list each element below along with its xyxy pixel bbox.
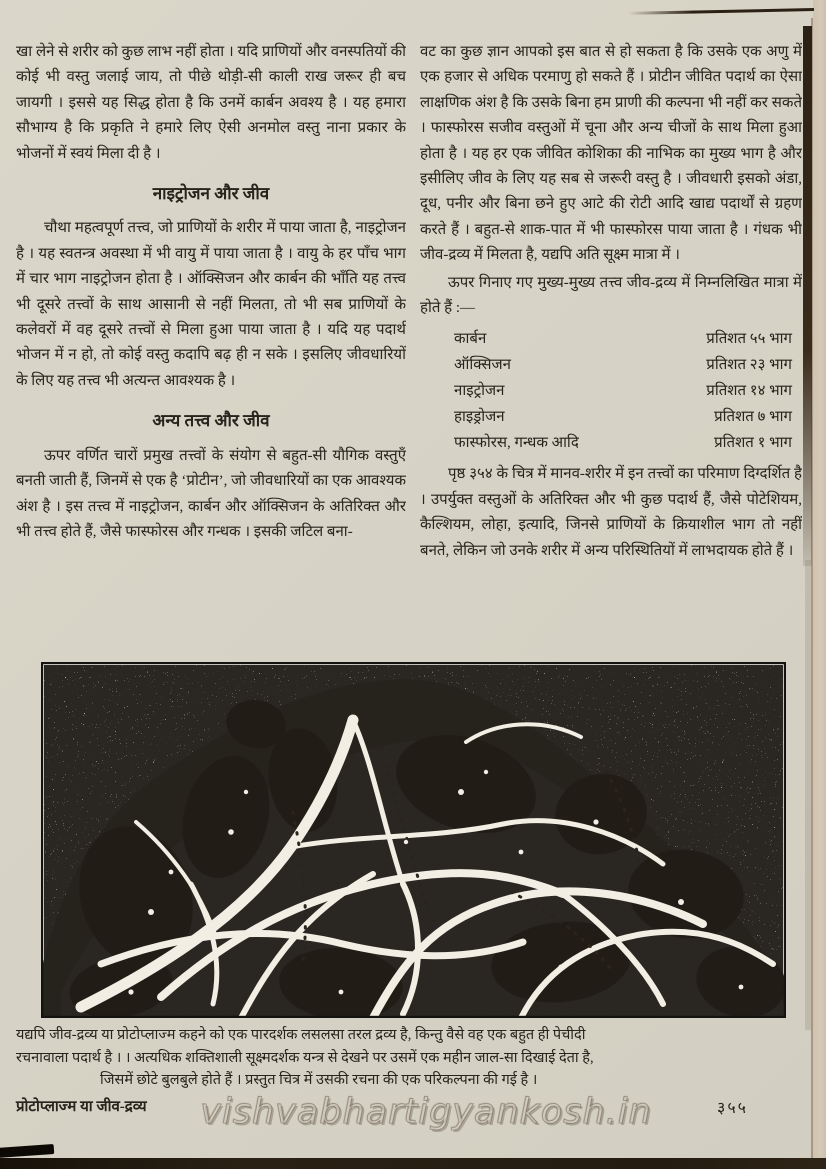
watermark-text: vishvabhartigyankosh.in <box>200 1092 652 1132</box>
element-amount: प्रतिशत १४ भाग <box>706 383 792 400</box>
left-column <box>16 40 406 668</box>
running-title: प्रोटोप्लाज्म या जीव-द्रव्य <box>16 1099 147 1115</box>
element-name: हाइड्रोजन <box>454 408 505 425</box>
table-row <box>420 327 802 353</box>
scan-edge-shadow <box>803 26 812 566</box>
scan-edge-strip <box>813 0 826 1169</box>
para-carbon-continuation: खा लेने से शरीर को कुछ लाभ नहीं होता । यदि प्राणियों और वनस्पतियों की कोई भी वस्तु जलाई जाय, तो पीछे थोड़ी-सी काली राख जरूर ही बच जायगी । इससे यह सिद्ध होता है कि उनमें कार्बन अवश्य है । यह हमारा सौभाग्य है कि प्रकृति ने हमारे लिए ऐसी अनमोल वस्तु नाना प्रकार के भोजनों में स्वयं मिला दी है । <box>16 44 406 162</box>
para-page-reference: पृष्ठ ३५४ के चित्र में मानव-शरीर में इन तत्त्वों का परिमाण दिग्दर्शित है । उपर्युक्त वस्तुओं के अतिरिक्त और भी कुछ पदार्थ हैं, जैसे पोटेशियम, कैल्शियम, लोहा, इत्यादि, जिनसे प्राणियों के क्रियाशील भाग तो नहीं बनते, लेकिन जो उनके शरीर में अन्य परिस्थितियों में लाभदायक होते हैं । <box>420 466 802 559</box>
caption-line: जिसमें छोटे बुलबुले होते हैं । प्रस्तुत चित्र में उसकी रचना की एक परिकल्पना की गई है । <box>100 1072 538 1088</box>
element-name: नाइट्रोजन <box>454 383 505 400</box>
figure-caption <box>16 1024 810 1092</box>
table-row <box>420 431 802 457</box>
para-nitrogen: चौथा महत्वपूर्ण तत्त्व, जो प्राणियों के शरीर में पाया जाता है, नाइट्रोजन है । यह स्वतन्त्र अवस्था में भी वायु में पाया जाता है । वायु के हर पाँच भाग में चार भाग नाइट्रोजन होता है । ऑक्सिजन और कार्बन की भाँति यह तत्त्व भी दूसरे तत्त्वों के साथ आसानी से नहीं मिलता, तो भी सब प्राणियों के कलेवरों में वह दूसरे तत्त्वों से मिला हुआ पाया जाता है । यदि यह पदार्थ भोजन में न हो, तो कोई वस्तु कदापि बढ़ ही न सके । इसलिए जीवधारियों के लिए यह तत्त्व भी अत्यन्त आवश्यक है । <box>16 220 406 389</box>
para-other-elements: ऊपर वर्णित चारों प्रमुख तत्त्वों के संयोग से बहुत-सी यौगिक वस्तुएँ बनती जाती हैं, जिनमें से एक है ‘प्रोटीन’, जो जीवधारियों का एक आवश्यक अंश है । इस तत्त्व में नाइट्रोजन, कार्बन और ऑक्सिजन के अतिरिक्त और भी तत्त्व होते हैं, जैसे फास्फोरस और गन्धक । इसकी जटिल बना- <box>16 447 406 540</box>
para-table-intro: ऊपर गिनाए गए मुख्य-मुख्य तत्त्व जीव-द्रव्य में निम्नलिखित मात्रा में होते हैं :— <box>420 274 802 317</box>
caption-line: रचनावाला पदार्थ है । । अत्यधिक शक्तिशाली सूक्ष्मदर्शक यन्त्र से देखने पर उसमें एक महीन जाल-सा दिखाई देता है, <box>16 1049 594 1066</box>
element-composition-table <box>420 327 802 456</box>
heading-other-elements-and-life: अन्य तत्त्व और जीव <box>152 411 270 431</box>
right-column <box>420 40 802 668</box>
table-row <box>420 353 802 379</box>
heading-nitrogen-and-life: नाइट्रोजन और जीव <box>152 184 270 204</box>
element-name: कार्बन <box>454 331 487 348</box>
element-amount: प्रतिशत २३ भाग <box>706 357 792 374</box>
table-row <box>420 405 802 431</box>
table-row <box>420 379 802 405</box>
element-amount: प्रतिशत ५५ भाग <box>706 331 792 348</box>
protoplasm-figure <box>41 662 786 1018</box>
element-amount: प्रतिशत १ भाग <box>714 434 792 451</box>
scan-bottom-left-mark <box>0 1144 54 1158</box>
element-name: फास्फोरस, गन्धक आदि <box>454 434 579 451</box>
page-number: ३५५ <box>717 1100 748 1117</box>
page-footer <box>16 1092 810 1142</box>
scan-bottom-band <box>0 1158 826 1169</box>
scan-edge-shadow-faint <box>805 560 811 1030</box>
element-amount: प्रतिशत ७ भाग <box>714 408 792 425</box>
element-name: ऑक्सिजन <box>454 357 511 374</box>
scan-top-line <box>628 8 814 15</box>
para-protein-continuation: वट का कुछ ज्ञान आपको इस बात से हो सकता है कि उसके एक अणु में एक हजार से अधिक परमाणु हो सकते हैं । प्रोटीन जीवित पदार्थ का ऐसा लाक्षणिक अंश है कि उसके बिना हम प्राणी की कल्पना भी नहीं कर सकते । फास्फोरस सजीव वस्तुओं में चूना और अन्य चीजों के साथ मिला हुआ होता है । यह हर एक जीवित कोशिका की नाभिक का मुख्य भाग है और इसीलिए जीव के लिए यह सब से जरूरी वस्तु है । जीवधारी इसको अंडा, दूध, पनीर और बिना छने हुए आटे की रोटी आदि खाद्य पदार्थों से ग्रहण करते हैं । बहुत-से शाक-पात में भी फास्फोरस पाया जाता है । गंधक भी जीव-द्रव्य में मिलता है, यद्यपि अति सूक्ष्म मात्रा में । <box>420 44 802 264</box>
caption-line: यद्यपि जीव-द्रव्य या प्रोटोप्लाज्म कहने को एक पारदर्शक लसलसा तरल द्रव्य है, किन्तु वैसे वह एक बहुत ही पेचीदी <box>16 1027 586 1043</box>
